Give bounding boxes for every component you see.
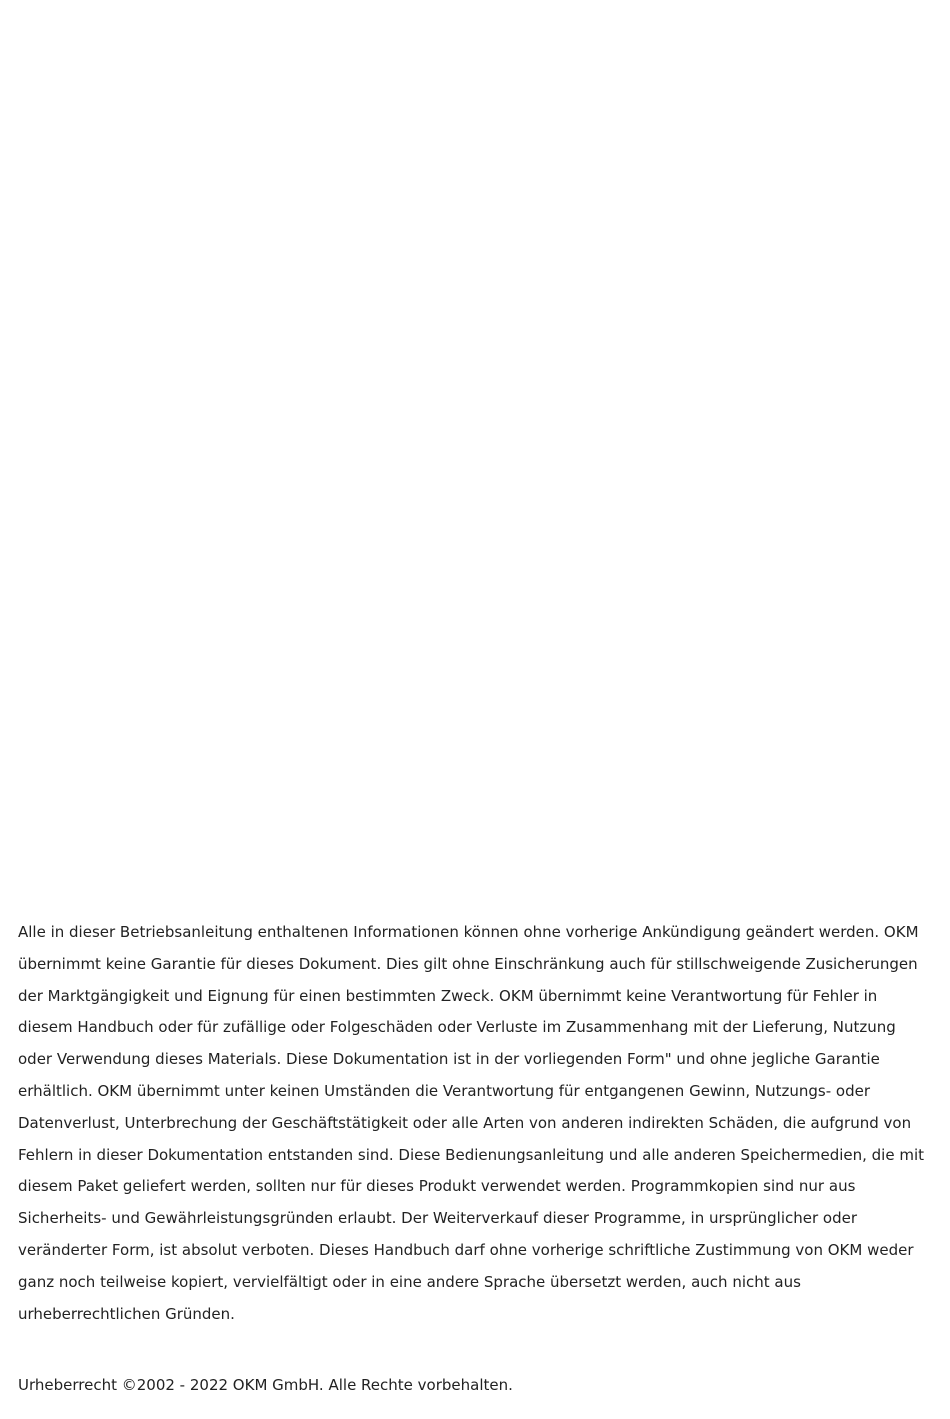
legal-disclaimer-paragraph: Alle in dieser Betriebsanleitung enthaltenen Informationen können ohne vorherige Ankündigung geändert werden. OKM übernimmt keine Garantie für dieses Dokument. Dies gilt ohne Einschränkung auch für stillschweigende Zusicherungen der Marktgängigkeit und Eignung für einen bestimmten Zweck. OKM übernimmt keine Verantwortung für Fehler in diesem Handbuch oder für zufällige oder Folgeschäden oder Verluste im Zusammenhang mit der Lieferung, Nutzung oder Verwendung dieses Materials. Diese Dokumentation ist in der vorliegenden Form" und ohne jegliche Garantie erhältlich. OKM übernimmt unter keinen Umständen die Verantwortung für entgangenen Gewinn, Nutzungs- oder Datenverlust, Unterbrechung der Geschäftstätigkeit oder alle Arten von anderen indirekten Schäden, die aufgrund von Fehlern in dieser Dokumentation entstanden sind. Diese Bedienungsanleitung und alle anderen Speichermedien, die mit diesem Paket geliefert werden, sollten nur für dieses Produkt verwendet werden. Programmkopien sind nur aus Sicherheits- und Gewährleistungsgründen erlaubt. Der Weiterverkauf dieser Programme, in ursprünglicher oder veränderter Form, ist absolut verboten. Dieses Handbuch darf ohne vorherige schriftliche Zustimmung von OKM weder ganz noch teilweise kopiert, vervielfältigt oder in eine andere Sprache übersetzt werden, auch nicht aus urheberrechtlichen Gründen. (18, 923, 925, 1323)
copyright-notice: Urheberrecht ©2002 - 2022 OKM GmbH. Alle Rechte vorbehalten. (18, 1376, 513, 1394)
